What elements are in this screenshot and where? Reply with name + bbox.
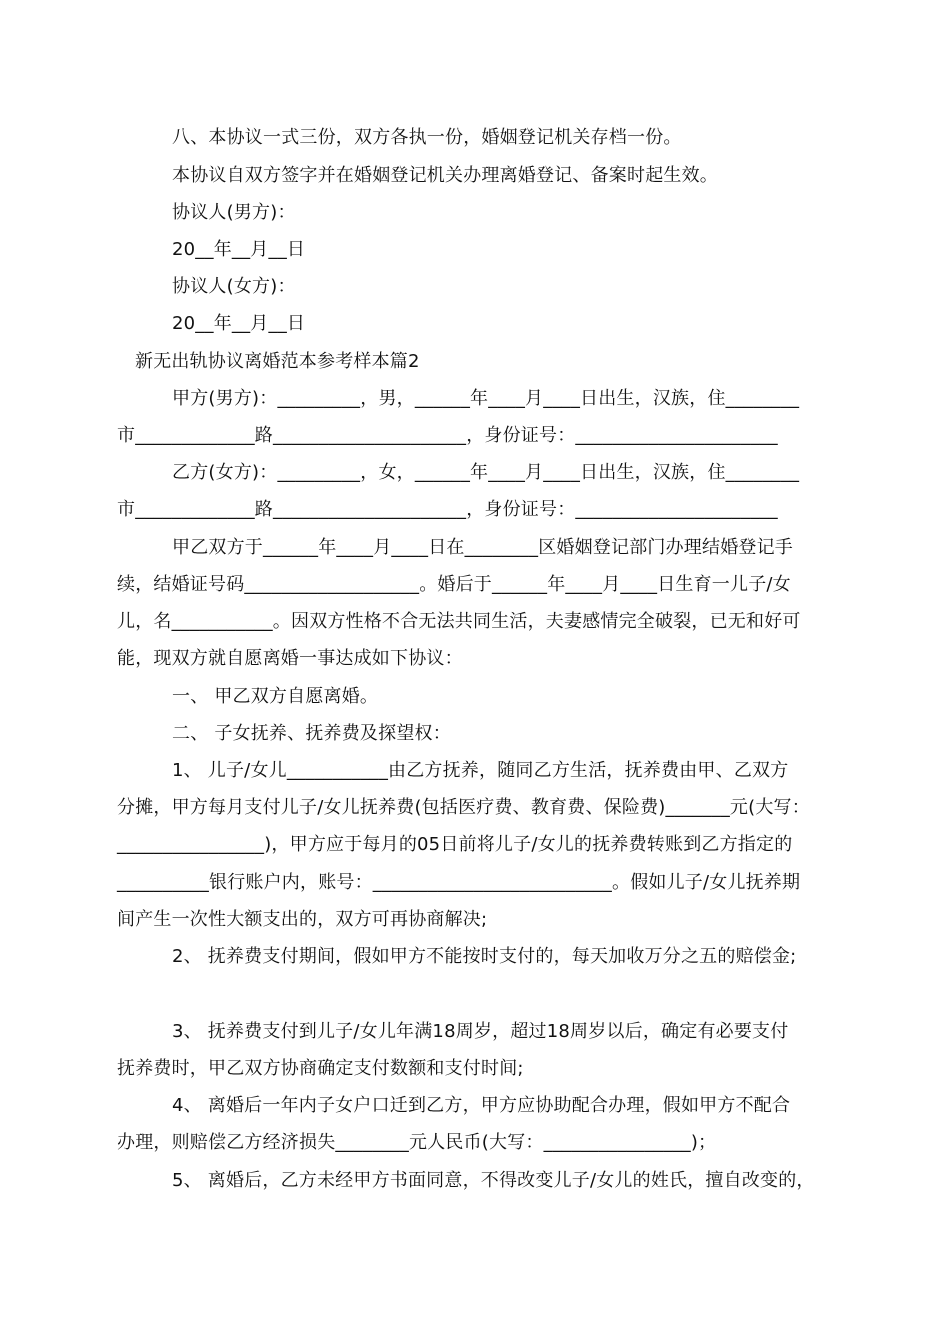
clause-2-5-line-1: 5、 离婚后，乙方未经甲方书面同意，不得改变儿子/女儿的姓氏，擅自改变的，: [172, 1170, 815, 1191]
clause-2-3-line-1: 3、 抚养费支付到儿子/女儿年满18周岁，超过18周岁以后，确定有必要支付: [172, 1021, 789, 1042]
party-b-line-2: 市_____________路_____________________，身份证号：______________________: [117, 499, 778, 520]
clause-2-2: 2、 抚养费支付期间，假如甲方不能按时支付的，每天加收万分之五的赔偿金;: [172, 946, 797, 967]
clause-2-heading: 二、 子女抚养、抚养费及探望权：: [172, 723, 451, 744]
marriage-paragraph-line-3: 儿，名___________。因双方性格不合无法共同生活，夫妻感情完全破裂，已无和好可: [117, 611, 801, 632]
clause-2-1-line-3: ________________)，甲方应于每月的05日前将儿子/女儿的抚养费转账到乙方指定的: [117, 834, 793, 855]
effective-clause: 本协议自双方签字并在婚姻登记机关办理离婚登记、备案时起生效。: [172, 165, 718, 186]
clause-8-copies: 八、本协议一式三份，双方各执一份，婚姻登记机关存档一份。: [172, 127, 682, 148]
party-a-line-2: 市_____________路_____________________，身份证号：______________________: [117, 425, 778, 446]
section-title: 新无出轨协议离婚范本参考样本篇2: [135, 351, 420, 372]
clause-2-1-line-4: __________银行账户内，账号：__________________________。假如儿子/女儿抚养期: [117, 872, 801, 893]
signatory-male: 协议人(男方)：: [172, 202, 296, 223]
clause-2-4-line-1: 4、 离婚后一年内子女户口迁到乙方，甲方应协助配合办理，假如甲方不配合: [172, 1095, 791, 1116]
marriage-paragraph-line-1: 甲乙双方于______年____月____日在________区婚姻登记部门办理结婚登记手: [172, 537, 793, 558]
marriage-paragraph-line-4: 能，现双方就自愿离婚一事达成如下协议：: [117, 648, 463, 669]
signatory-female: 协议人(女方)：: [172, 276, 296, 297]
clause-2-1-line-2: 分摊，甲方每月支付儿子/女儿抚养费(包括医疗费、教育费、保险费)_______元(大写：: [117, 797, 810, 818]
party-b-line-1: 乙方(女方)：_________，女，______年____月____日出生，汉族，住________: [172, 462, 800, 483]
signature-date-female: 20__年__月__日: [172, 313, 306, 334]
clause-2-1-line-5: 间产生一次性大额支出的，双方可再协商解决;: [117, 909, 488, 930]
clause-2-4-line-2: 办理，则赔偿乙方经济损失________元人民币(大写：________________)；: [117, 1132, 717, 1153]
signature-date-male: 20__年__月__日: [172, 239, 306, 260]
clause-2-1-line-1: 1、 儿子/女儿___________由乙方抚养，随同乙方生活，抚养费由甲、乙双方: [172, 760, 789, 781]
clause-1: 一、 甲乙双方自愿离婚。: [172, 686, 379, 707]
party-a-line-1: 甲方(男方)：_________，男，______年____月____日出生，汉族，住________: [172, 388, 800, 409]
clause-2-3-line-2: 抚养费时，甲乙双方协商确定支付数额和支付时间;: [117, 1058, 524, 1079]
marriage-paragraph-line-2: 续，结婚证号码___________________。婚后于______年____月____日生育一儿子/女: [117, 574, 791, 595]
